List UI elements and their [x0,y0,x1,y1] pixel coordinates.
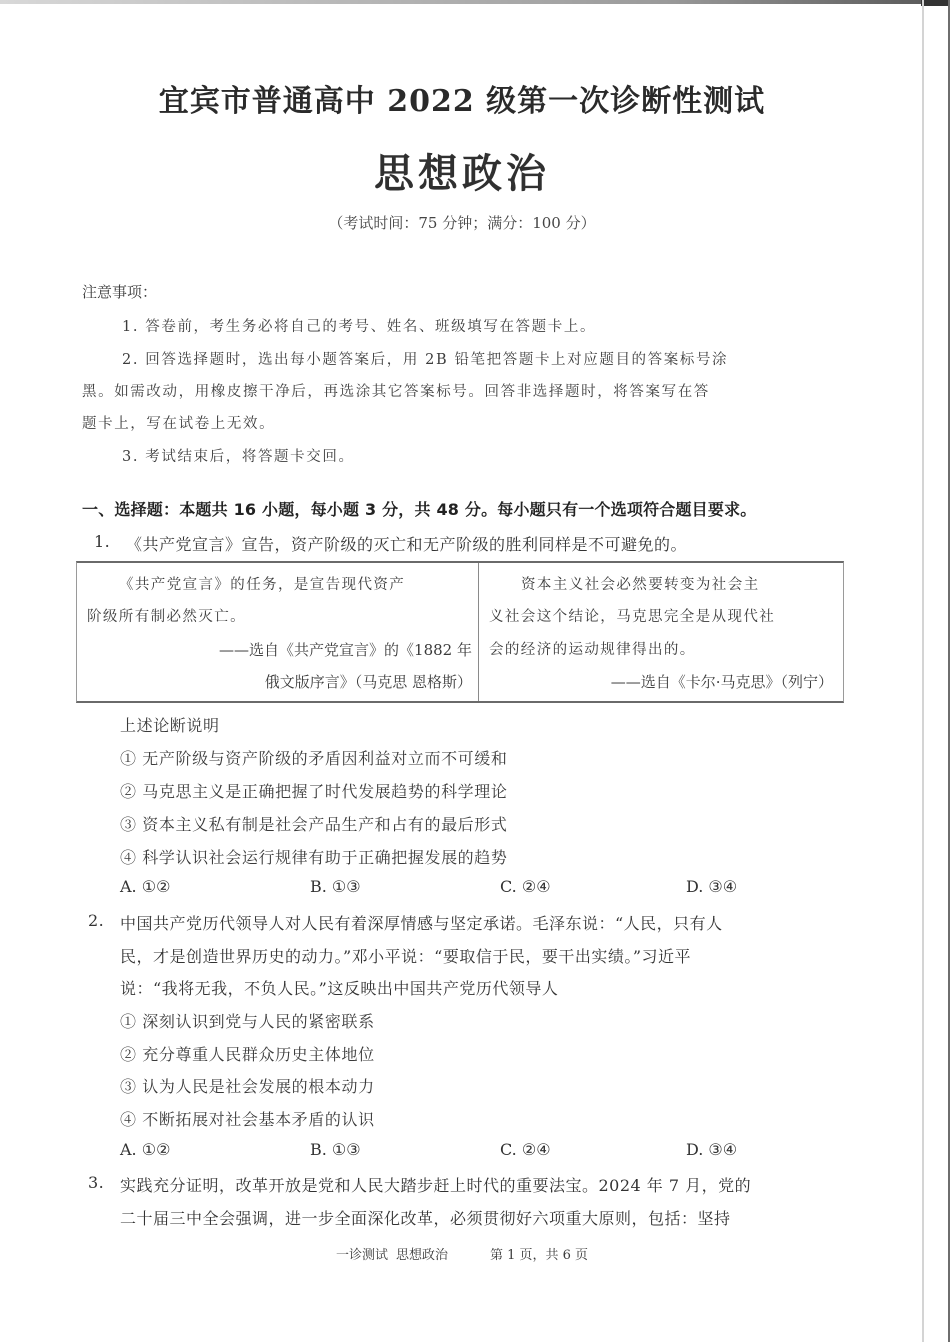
footer-subject: 思想政治 [395,1248,448,1263]
scan-top-edge [0,0,950,4]
statement: ① 深刻认识到党与人民的紧密联系 [120,1012,375,1031]
statement: ④ 不断拓展对社会基本矛盾的认识 [120,1110,375,1129]
question-1-number: 1. [94,532,111,551]
question-1-quote-table [76,561,844,703]
quote-text: 义社会这个结论，马克思完全是从现代社 [489,609,776,625]
quote-source: 俄文版序言》（马克思 恩格斯） [264,673,472,691]
question-2-stem: 说：“我将无我，不负人民。”这反映出中国共产党历代领导人 [120,979,559,998]
statement: ③ 认为人民是社会发展的根本动力 [120,1077,375,1096]
quote-source: ——选自《卡尔·马克思》（列宁） [610,673,833,691]
option-c[interactable]: C. ②④ [500,877,551,896]
option-d[interactable]: D. ③④ [686,877,738,896]
question-3-number: 3. [88,1173,105,1192]
statement: ① 无产阶级与资产阶级的矛盾因利益对立而不可缓和 [120,749,508,768]
notice-line: 1. 答卷前，考生务必将自己的考号、姓名、班级填写在答题卡上。 [122,319,597,335]
exam-info: （考试时间：75 分钟；满分：100 分） [328,214,596,232]
question-1-prompt: 上述论断说明 [120,716,220,735]
statement: ④ 科学认识社会运行规律有助于正确把握发展的趋势 [120,848,508,867]
quote-cell-left [77,563,479,701]
quote-text: 资本主义社会必然要转变为社会主 [521,577,760,593]
quote-text: 《共产党宣言》的任务，是宣告现代资产 [119,577,406,593]
statement: ② 充分尊重人民群众历史主体地位 [120,1045,375,1064]
question-2-number: 2. [88,911,105,930]
quote-source: ——选自《共产党宣言》的《1882 年 [219,641,472,659]
notice-line: 黑。如需改动，用橡皮擦干净后，再选涂其它答案标号。回答非选择题时，将答案写在答 [82,384,710,400]
question-1-stem: 《共产党宣言》宣告，资产阶级的灭亡和无产阶级的胜利同样是不可避免的。 [126,535,688,554]
quote-text: 阶级所有制必然灭亡。 [87,609,246,625]
footer-page-info: 第 1 页，共 6 页 [489,1248,589,1263]
section-heading: 一、选择题：本题共 16 小题，每小题 3 分，共 48 分。每小题只有一个选项符合题目要求。 [82,500,757,519]
statement: ② 马克思主义是正确把握了时代发展趋势的科学理论 [120,782,508,801]
statement: ③ 资本主义私有制是社会产品生产和占有的最后形式 [120,815,508,834]
question-3-stem: 二十届三中全会强调，进一步全面深化改革，必须贯彻好六项重大原则，包括：坚持 [120,1209,731,1228]
question-3-stem: 实践充分证明，改革开放是党和人民大踏步赶上时代的重要法宝。2024 年 7 月，党的 [120,1176,752,1195]
notice-heading: 注意事项： [82,283,158,301]
quote-text: 会的经济的运动规律得出的。 [489,642,696,658]
option-b[interactable]: B. ①③ [310,877,361,896]
option-a[interactable]: A. ①② [120,877,171,896]
subject-title: 思想政治 [374,151,550,197]
exam-title: 宜宾市普通高中 2022 级第一次诊断性测试 [158,84,766,119]
option-c[interactable]: C. ②④ [500,1140,551,1159]
scan-corner-mark [921,0,950,6]
notice-line: 3. 考试结束后，将答题卡交回。 [122,449,355,465]
notice-line: 2. 回答选择题时，选出每小题答案后，用 2B 铅笔把答题卡上对应题目的答案标号涂 [122,352,729,368]
quote-cell-right [479,563,843,701]
page-right-margin-line [922,0,924,1342]
option-b[interactable]: B. ①③ [310,1140,361,1159]
footer-exam-name: 一诊测试 [335,1248,388,1263]
notice-line: 题卡上，写在试卷上无效。 [82,416,276,432]
page-footer [0,1244,924,1263]
question-2-stem: 中国共产党历代领导人对人民有着深厚情感与坚定承诺。毛泽东说：“人民，只有人 [120,914,723,933]
question-2-stem: 民，才是创造世界历史的动力。”邓小平说：“要取信于民，要干出实绩。”习近平 [120,947,692,966]
option-a[interactable]: A. ①② [120,1140,171,1159]
option-d[interactable]: D. ③④ [686,1140,738,1159]
